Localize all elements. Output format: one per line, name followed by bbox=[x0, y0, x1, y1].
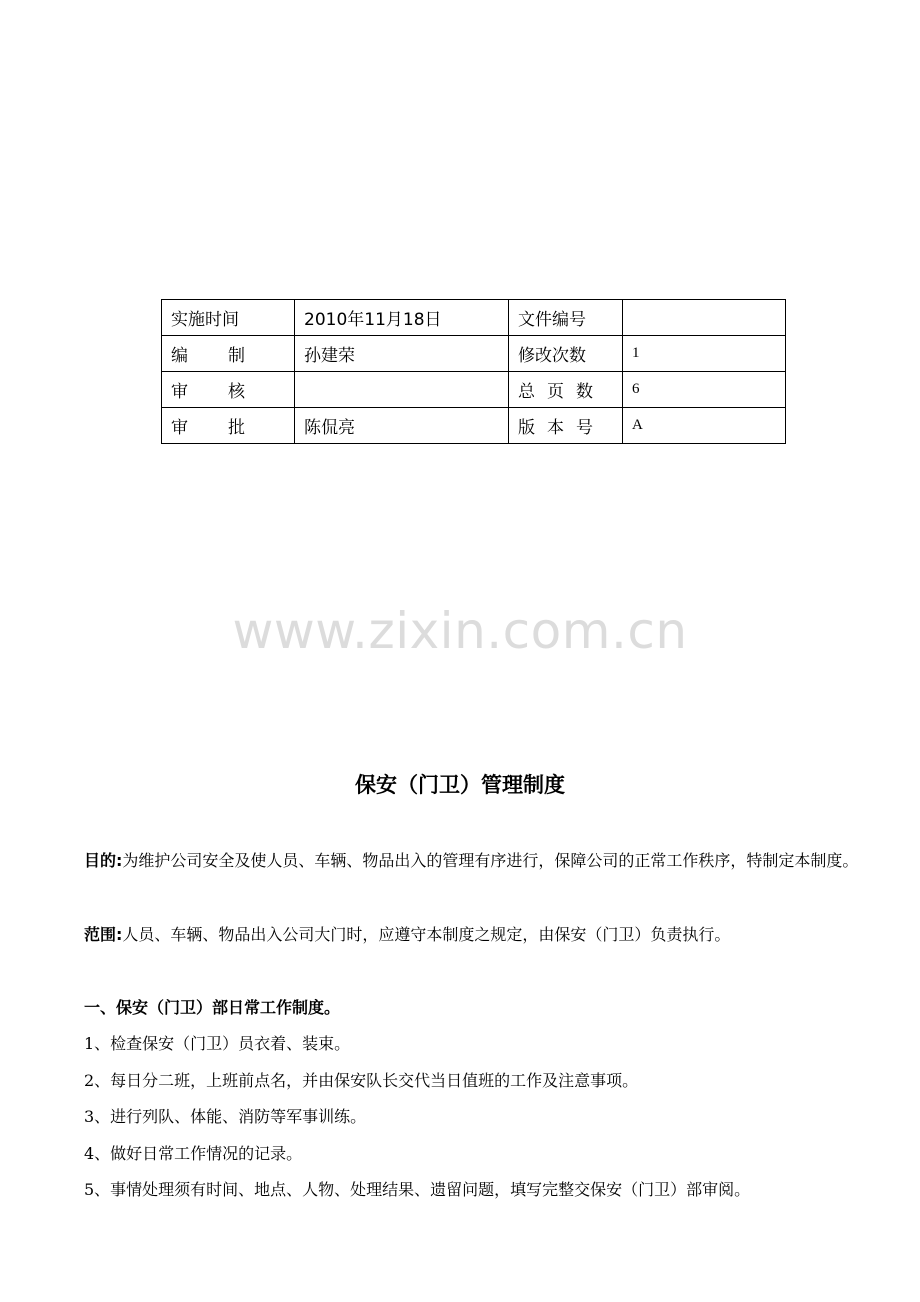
approved-by-label-text: 审 批 bbox=[171, 418, 245, 438]
purpose-label: 目的: bbox=[84, 851, 123, 870]
revision-count-value: 1 bbox=[623, 336, 786, 372]
scope-paragraph bbox=[84, 917, 864, 953]
document-number-label: 文件编号 bbox=[509, 300, 623, 336]
document-number-value bbox=[623, 300, 786, 336]
version-number-value: A bbox=[623, 408, 786, 444]
list-item: 4、做好日常工作情况的记录。 bbox=[84, 1144, 303, 1163]
compiled-by-label-text: 编 制 bbox=[171, 346, 245, 366]
scope-text: 人员、车辆、物品出入公司大门时，应遵守本制度之规定，由保安（门卫）负责执行。 bbox=[122, 925, 731, 944]
implementation-date-label: 实施时间 bbox=[162, 300, 295, 336]
document-info-table bbox=[161, 299, 786, 444]
purpose-text: 为维护公司安全及使人员、车辆、物品出入的管理有序进行，保障公司的正常工作秩序，特制定本制度。 bbox=[122, 851, 859, 870]
reviewed-by-label-text: 审 核 bbox=[171, 382, 245, 402]
compiled-by-label bbox=[162, 336, 295, 372]
table-row bbox=[162, 300, 786, 336]
table-row bbox=[162, 336, 786, 372]
approved-by-label bbox=[162, 408, 295, 444]
implementation-date-value: 2010年11月18日 bbox=[295, 300, 509, 336]
reviewed-by-value bbox=[295, 372, 509, 408]
table-row bbox=[162, 408, 786, 444]
section-heading: 一、保安（门卫）部日常工作制度。 bbox=[84, 998, 341, 1017]
list-item: 5、事情处理须有时间、地点、人物、处理结果、遗留问题，填写完整交保安（门卫）部审阅。 bbox=[84, 1180, 751, 1199]
scope-label: 范围: bbox=[84, 925, 123, 944]
list-item: 3、进行列队、体能、消防等军事训练。 bbox=[84, 1107, 367, 1126]
total-pages-label bbox=[509, 372, 623, 408]
purpose-paragraph bbox=[84, 843, 864, 879]
total-pages-label-text: 总 页 数 bbox=[518, 382, 593, 402]
version-number-label-text: 版 本 号 bbox=[518, 418, 593, 438]
page-title: 保安（门卫）管理制度 bbox=[355, 773, 565, 797]
list-item: 1、检查保安（门卫）员衣着、装束。 bbox=[84, 1034, 351, 1053]
list-item: 2、每日分二班，上班前点名，并由保安队长交代当日值班的工作及注意事项。 bbox=[84, 1071, 639, 1090]
version-number-label bbox=[509, 408, 623, 444]
watermark: www.zixin.com.cn bbox=[232, 602, 688, 660]
approved-by-value: 陈侃亮 bbox=[295, 408, 509, 444]
compiled-by-value: 孙建荣 bbox=[295, 336, 509, 372]
revision-count-label: 修改次数 bbox=[509, 336, 623, 372]
reviewed-by-label bbox=[162, 372, 295, 408]
table-row bbox=[162, 372, 786, 408]
total-pages-value: 6 bbox=[623, 372, 786, 408]
